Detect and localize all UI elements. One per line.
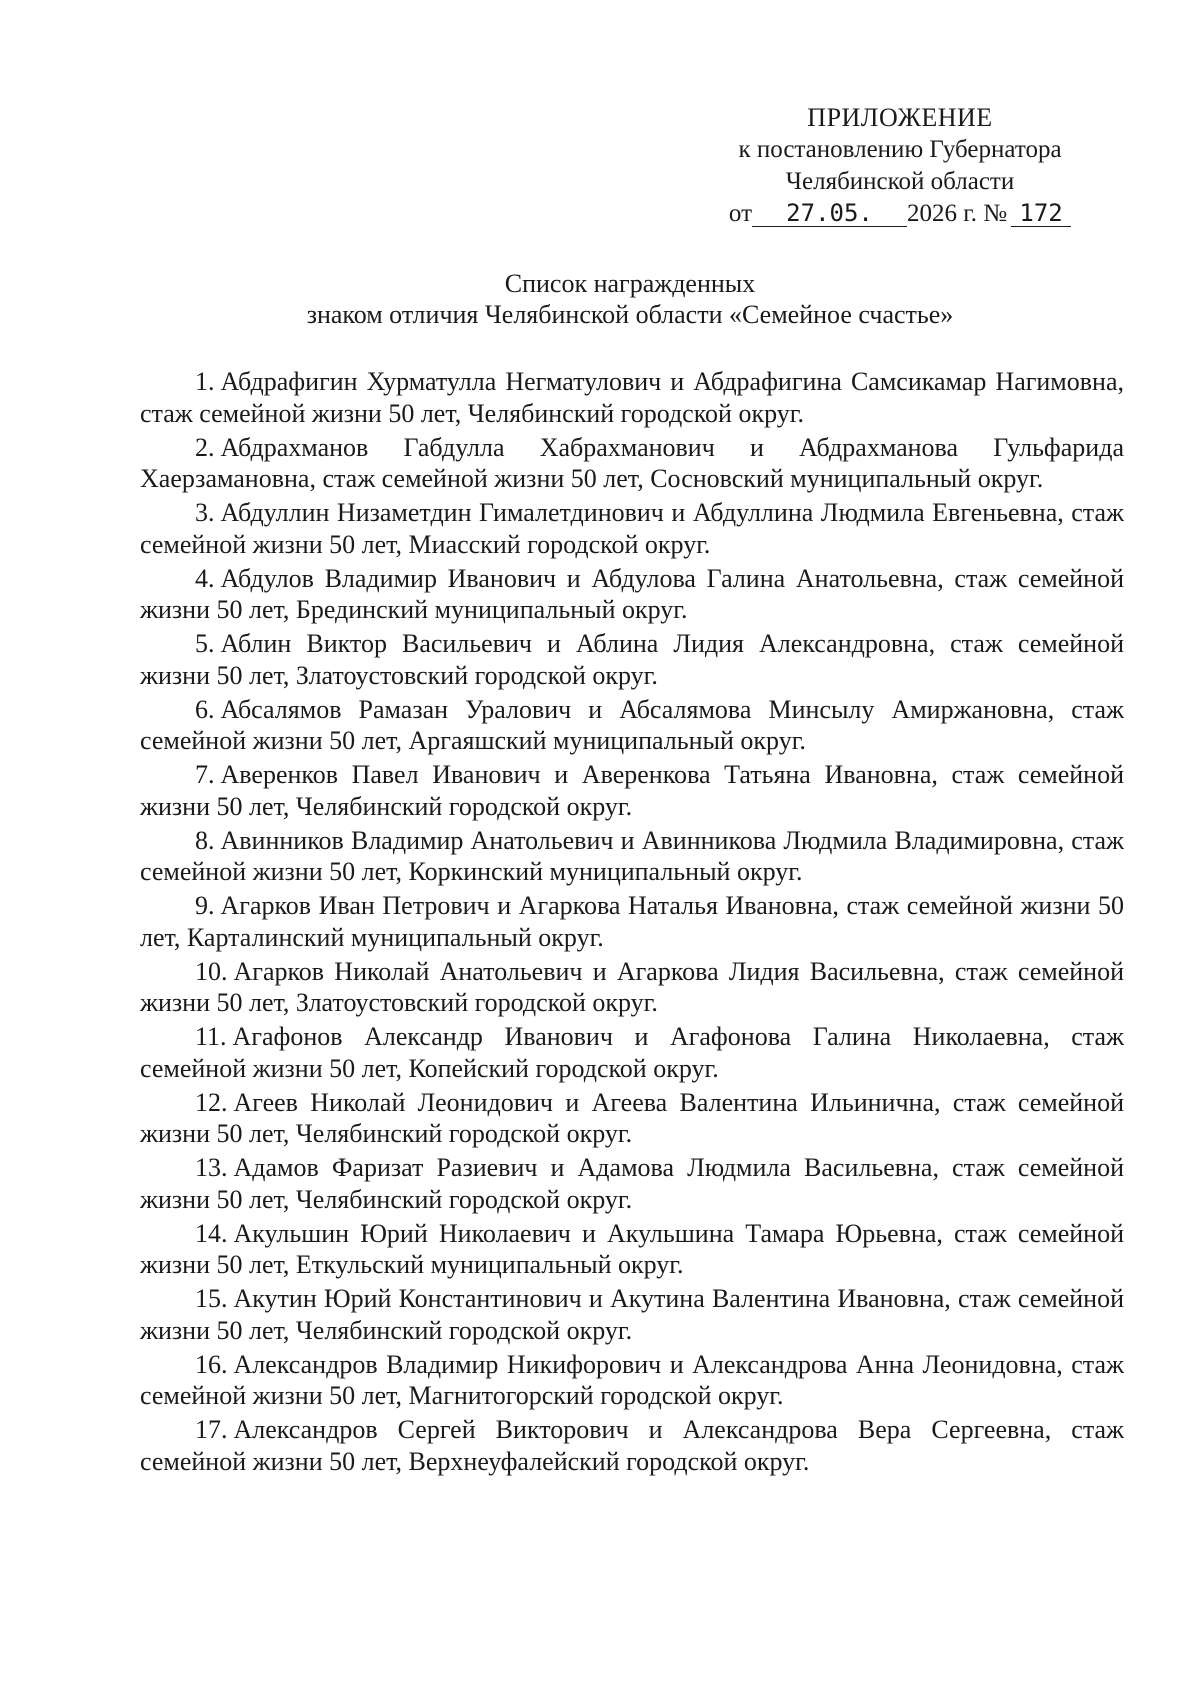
list-item-text: Абдулов Владимир Иванович и Абдулова Галина Анатольевна, стаж семейной жизни 50 лет, Брединский муниципальный округ. bbox=[140, 563, 1124, 624]
list-item-text: Абдуллин Низаметдин Гималетдинович и Абдуллина Людмила Евгеньевна, стаж семейной жизни 50 лет, Миасский городской округ. bbox=[140, 498, 1124, 559]
appendix-date-line bbox=[700, 198, 1100, 230]
list-item-number: 12. bbox=[195, 1087, 228, 1117]
list-item bbox=[140, 890, 1124, 953]
list-item-text: Агафонов Александр Иванович и Агафонова Галина Николаевна, стаж семейной жизни 50 лет, Копейский городской округ. bbox=[140, 1022, 1124, 1083]
list-item-text: Агеев Николай Леонидович и Агеева Валентина Ильинична, стаж семейной жизни 50 лет, Челябинский городской округ. bbox=[140, 1087, 1124, 1148]
list-item-number: 16. bbox=[195, 1349, 228, 1379]
list-item-number: 2. bbox=[195, 432, 215, 462]
decree-number-field: 172 bbox=[1011, 200, 1071, 227]
list-item-text: Адамов Фаризат Разиевич и Адамова Людмила Васильевна, стаж семейной жизни 50 лет, Челябинский городской округ. bbox=[140, 1153, 1124, 1214]
list-item bbox=[140, 694, 1124, 757]
list-item bbox=[140, 1021, 1124, 1084]
list-item bbox=[140, 1283, 1124, 1346]
list-item bbox=[140, 759, 1124, 822]
list-item bbox=[140, 1349, 1124, 1412]
list-item bbox=[140, 1087, 1124, 1150]
list-item bbox=[140, 628, 1124, 691]
appendix-title: ПРИЛОЖЕНИЕ bbox=[807, 103, 993, 132]
list-item-text: Абдрахманов Габдулла Хабрахманович и Абдрахманова Гульфарида Хаерзамановна, стаж семейной жизни 50 лет, Сосновский муниципальный округ. bbox=[140, 432, 1124, 493]
list-heading-line2: знаком отличия Челябинской области «Семейное счастье» bbox=[306, 300, 954, 329]
from-label: от bbox=[728, 200, 753, 227]
list-item bbox=[140, 1152, 1124, 1215]
list-item-text: Александров Владимир Никифорович и Александрова Анна Леонидовна, стаж семейной жизни 50 лет, Магнитогорский городской округ. bbox=[140, 1349, 1124, 1410]
list-item-number: 13. bbox=[195, 1153, 228, 1182]
list-item-number: 1. bbox=[195, 367, 215, 396]
list-item-number: 14. bbox=[195, 1218, 228, 1248]
list-item-number: 11. bbox=[195, 1022, 227, 1051]
list-item-number: 8. bbox=[195, 825, 215, 855]
list-item-number: 9. bbox=[195, 891, 215, 920]
list-item-number: 17. bbox=[195, 1415, 228, 1444]
appendix-block bbox=[700, 102, 1100, 230]
list-item bbox=[140, 1218, 1124, 1281]
list-item-text: Акутин Юрий Константинович и Акутина Валентина Ивановна, стаж семейной жизни 50 лет, Челябинский городской округ. bbox=[140, 1284, 1124, 1345]
list-item-number: 10. bbox=[195, 956, 228, 986]
list-item-text: Агарков Николай Анатольевич и Агаркова Лидия Васильевна, стаж семейной жизни 50 лет, Златоустовский городской округ. bbox=[140, 956, 1124, 1017]
appendix-line-region: Челябинской области bbox=[785, 168, 1015, 195]
list-item bbox=[140, 1414, 1124, 1477]
list-heading-line1: Список награжденных bbox=[504, 269, 756, 298]
list-item-text: Авинников Владимир Анатольевич и Авинникова Людмила Владимировна, стаж семейной жизни 50 лет, Коркинский муниципальный округ. bbox=[140, 825, 1124, 886]
list-item bbox=[140, 366, 1124, 429]
list-item-text: Агарков Иван Петрович и Агаркова Наталья Ивановна, стаж семейной жизни 50 лет, Карталинский муниципальный округ. bbox=[140, 891, 1124, 952]
year-number-label: 2026 г. № bbox=[907, 200, 1008, 227]
list-item-number: 7. bbox=[195, 760, 215, 789]
decree-date-field: 27.05. bbox=[752, 200, 907, 227]
list-item-number: 4. bbox=[195, 563, 215, 593]
list-item bbox=[140, 956, 1124, 1019]
awardee-list bbox=[140, 366, 1124, 1480]
list-item-text: Аверенков Павел Иванович и Аверенкова Татьяна Ивановна, стаж семейной жизни 50 лет, Челябинский городской округ. bbox=[140, 760, 1124, 821]
list-item-text: Акульшин Юрий Николаевич и Акульшина Тамара Юрьевна, стаж семейной жизни 50 лет, Еткульский муниципальный округ. bbox=[140, 1218, 1124, 1279]
list-item-number: 5. bbox=[195, 629, 215, 658]
list-item-text: Александров Сергей Викторович и Александрова Вера Сергеевна, стаж семейной жизни 50 лет, Верхнеуфалейский городской округ. bbox=[140, 1415, 1124, 1476]
list-item-number: 15. bbox=[195, 1284, 228, 1313]
list-item-text: Аблин Виктор Васильевич и Аблина Лидия Александровна, стаж семейной жизни 50 лет, Златоустовский городской округ. bbox=[140, 629, 1124, 690]
list-item bbox=[140, 497, 1124, 560]
list-item-text: Абсалямов Рамазан Уралович и Абсалямова Минсылу Амиржановна, стаж семейной жизни 50 лет, Аргаяшский муниципальный округ. bbox=[140, 694, 1124, 755]
list-item-number: 6. bbox=[195, 694, 215, 724]
list-item bbox=[140, 432, 1124, 495]
list-item bbox=[140, 563, 1124, 626]
appendix-line-decree: к постановлению Губернатора bbox=[738, 136, 1062, 163]
list-heading bbox=[140, 268, 1120, 330]
list-item bbox=[140, 825, 1124, 888]
list-item-number: 3. bbox=[195, 498, 215, 527]
list-item-text: Абдрафигин Хурматулла Негматулович и Абдрафигина Самсикамар Нагимовна, стаж семейной жизни 50 лет, Челябинский городской округ. bbox=[140, 367, 1124, 428]
